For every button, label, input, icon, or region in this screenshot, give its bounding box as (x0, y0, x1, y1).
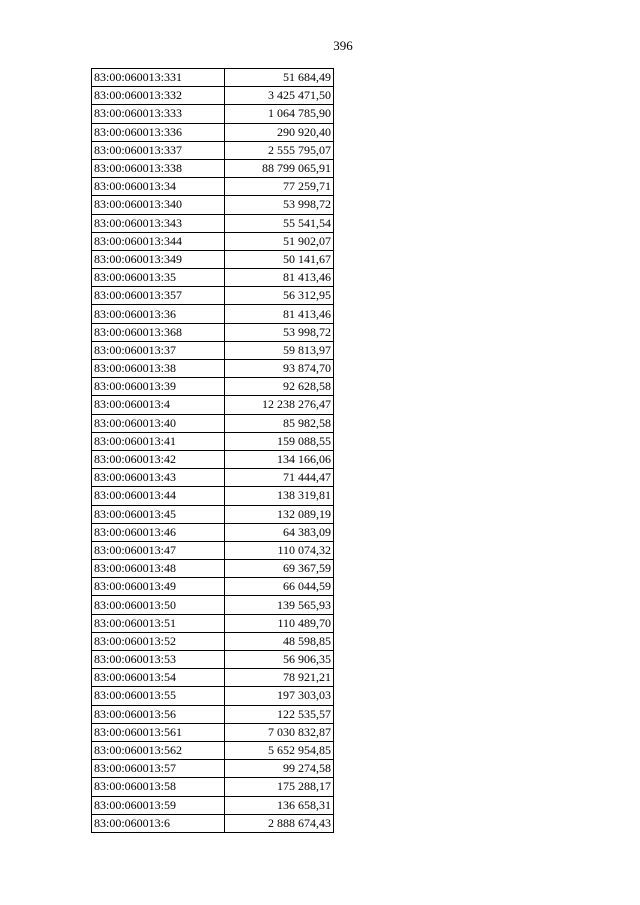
table-row (92, 814, 334, 832)
table-row (92, 305, 334, 323)
table-row (92, 141, 334, 159)
value-cell: 50 141,67 (225, 250, 334, 268)
table-row (92, 487, 334, 505)
table-row (92, 287, 334, 305)
cadastral-number-cell: 83:00:060013:343 (92, 214, 225, 232)
cadastral-number-cell: 83:00:060013:52 (92, 632, 225, 650)
cadastral-number-cell: 83:00:060013:6 (92, 814, 225, 832)
table-row (92, 778, 334, 796)
value-cell: 69 367,59 (225, 560, 334, 578)
value-cell: 71 444,47 (225, 469, 334, 487)
cadastral-number-cell: 83:00:060013:4 (92, 396, 225, 414)
cadastral-number-cell: 83:00:060013:337 (92, 141, 225, 159)
page-number: 396 (333, 38, 353, 53)
value-cell: 78 921,21 (225, 669, 334, 687)
cadastral-number-cell: 83:00:060013:47 (92, 541, 225, 559)
table-body (92, 69, 334, 833)
table-row (92, 178, 334, 196)
table-row (92, 87, 334, 105)
table-row (92, 541, 334, 559)
cadastral-number-cell: 83:00:060013:344 (92, 232, 225, 250)
table-row (92, 159, 334, 177)
table-row (92, 196, 334, 214)
table-row (92, 123, 334, 141)
cadastral-number-cell: 83:00:060013:40 (92, 414, 225, 432)
table-row (92, 614, 334, 632)
table-row (92, 450, 334, 468)
value-cell: 159 088,55 (225, 432, 334, 450)
cadastral-number-cell: 83:00:060013:562 (92, 741, 225, 759)
value-cell: 53 998,72 (225, 323, 334, 341)
cadastral-number-cell: 83:00:060013:55 (92, 687, 225, 705)
table-row (92, 796, 334, 814)
data-table (91, 68, 334, 833)
table-row (92, 578, 334, 596)
cadastral-number-cell: 83:00:060013:36 (92, 305, 225, 323)
value-cell: 197 303,03 (225, 687, 334, 705)
value-cell: 110 489,70 (225, 614, 334, 632)
table-row (92, 560, 334, 578)
value-cell: 64 383,09 (225, 523, 334, 541)
value-cell: 110 074,32 (225, 541, 334, 559)
cadastral-number-cell: 83:00:060013:50 (92, 596, 225, 614)
table-row (92, 651, 334, 669)
value-cell: 99 274,58 (225, 760, 334, 778)
table-row (92, 469, 334, 487)
value-cell: 55 541,54 (225, 214, 334, 232)
value-cell: 139 565,93 (225, 596, 334, 614)
cadastral-number-cell: 83:00:060013:49 (92, 578, 225, 596)
cadastral-number-cell: 83:00:060013:37 (92, 341, 225, 359)
table-row (92, 505, 334, 523)
cadastral-number-cell: 83:00:060013:34 (92, 178, 225, 196)
cadastral-number-cell: 83:00:060013:46 (92, 523, 225, 541)
cadastral-number-cell: 83:00:060013:48 (92, 560, 225, 578)
value-cell: 5 652 954,85 (225, 741, 334, 759)
value-cell: 85 982,58 (225, 414, 334, 432)
table-row (92, 232, 334, 250)
cadastral-number-cell: 83:00:060013:59 (92, 796, 225, 814)
cadastral-number-cell: 83:00:060013:54 (92, 669, 225, 687)
value-cell: 2 555 795,07 (225, 141, 334, 159)
value-cell: 175 288,17 (225, 778, 334, 796)
cadastral-number-cell: 83:00:060013:45 (92, 505, 225, 523)
table-row (92, 741, 334, 759)
table-row (92, 269, 334, 287)
value-cell: 56 906,35 (225, 651, 334, 669)
value-cell: 56 312,95 (225, 287, 334, 305)
table-row (92, 341, 334, 359)
value-cell: 51 902,07 (225, 232, 334, 250)
table-row (92, 523, 334, 541)
cadastral-number-cell: 83:00:060013:561 (92, 723, 225, 741)
cadastral-number-cell: 83:00:060013:340 (92, 196, 225, 214)
value-cell: 66 044,59 (225, 578, 334, 596)
cadastral-number-cell: 83:00:060013:51 (92, 614, 225, 632)
table-row (92, 378, 334, 396)
table-row (92, 396, 334, 414)
cadastral-number-cell: 83:00:060013:338 (92, 159, 225, 177)
cadastral-number-cell: 83:00:060013:336 (92, 123, 225, 141)
cadastral-number-cell: 83:00:060013:43 (92, 469, 225, 487)
table-row (92, 760, 334, 778)
cadastral-number-cell: 83:00:060013:56 (92, 705, 225, 723)
table-row (92, 687, 334, 705)
cadastral-number-cell: 83:00:060013:331 (92, 69, 225, 87)
value-cell: 48 598,85 (225, 632, 334, 650)
table-row (92, 105, 334, 123)
cadastral-number-cell: 83:00:060013:332 (92, 87, 225, 105)
value-cell: 12 238 276,47 (225, 396, 334, 414)
cadastral-number-cell: 83:00:060013:349 (92, 250, 225, 268)
cadastral-number-cell: 83:00:060013:35 (92, 269, 225, 287)
cadastral-number-cell: 83:00:060013:57 (92, 760, 225, 778)
table-row (92, 414, 334, 432)
cadastral-number-cell: 83:00:060013:357 (92, 287, 225, 305)
cadastral-number-cell: 83:00:060013:41 (92, 432, 225, 450)
cadastral-number-cell: 83:00:060013:368 (92, 323, 225, 341)
value-cell: 134 166,06 (225, 450, 334, 468)
value-cell: 59 813,97 (225, 341, 334, 359)
value-cell: 53 998,72 (225, 196, 334, 214)
value-cell: 81 413,46 (225, 269, 334, 287)
table-row (92, 632, 334, 650)
table-row (92, 669, 334, 687)
value-cell: 88 799 065,91 (225, 159, 334, 177)
value-cell: 290 920,40 (225, 123, 334, 141)
cadastral-number-cell: 83:00:060013:44 (92, 487, 225, 505)
table-row (92, 723, 334, 741)
table-row (92, 323, 334, 341)
value-cell: 132 089,19 (225, 505, 334, 523)
value-cell: 77 259,71 (225, 178, 334, 196)
value-cell: 122 535,57 (225, 705, 334, 723)
cadastral-number-cell: 83:00:060013:38 (92, 360, 225, 378)
value-cell: 81 413,46 (225, 305, 334, 323)
value-cell: 93 874,70 (225, 360, 334, 378)
value-cell: 7 030 832,87 (225, 723, 334, 741)
value-cell: 51 684,49 (225, 69, 334, 87)
cadastral-number-cell: 83:00:060013:58 (92, 778, 225, 796)
table-row (92, 69, 334, 87)
table-row (92, 214, 334, 232)
table-row (92, 250, 334, 268)
table-row (92, 360, 334, 378)
value-cell: 138 319,81 (225, 487, 334, 505)
table-row (92, 705, 334, 723)
cadastral-number-cell: 83:00:060013:42 (92, 450, 225, 468)
value-cell: 2 888 674,43 (225, 814, 334, 832)
cadastral-number-cell: 83:00:060013:53 (92, 651, 225, 669)
cadastral-number-cell: 83:00:060013:333 (92, 105, 225, 123)
value-cell: 92 628,58 (225, 378, 334, 396)
cadastral-number-cell: 83:00:060013:39 (92, 378, 225, 396)
value-cell: 3 425 471,50 (225, 87, 334, 105)
value-cell: 136 658,31 (225, 796, 334, 814)
value-cell: 1 064 785,90 (225, 105, 334, 123)
table-row (92, 432, 334, 450)
table-row (92, 596, 334, 614)
